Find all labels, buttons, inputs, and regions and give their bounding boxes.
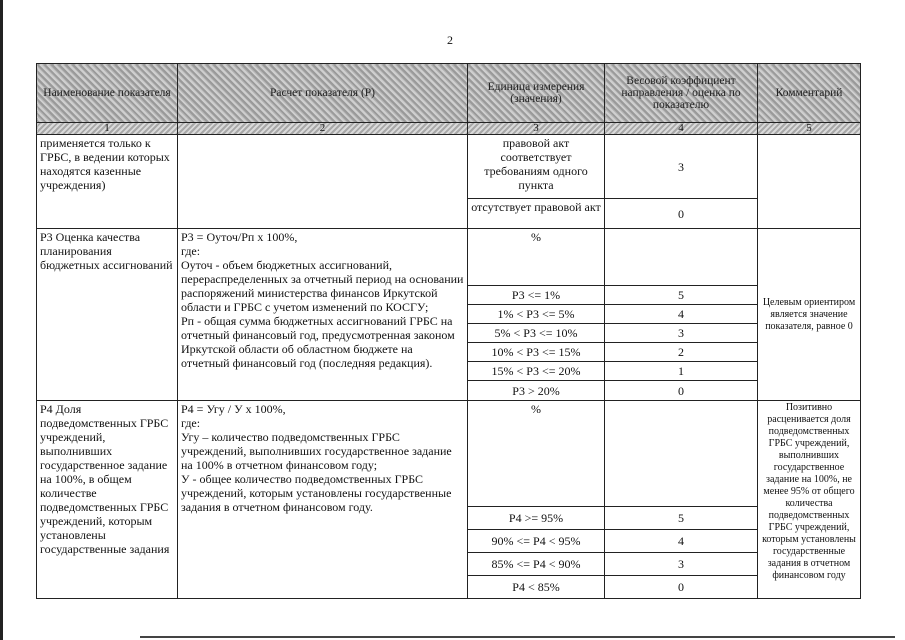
score-cell [605, 229, 758, 286]
header-calc: Расчет показателя (Р) [178, 64, 468, 123]
header-name: Наименование показателя [37, 64, 178, 123]
table-header-row [37, 64, 861, 123]
unit-cell: % [468, 229, 605, 286]
condition-cell: 1% < Р3 <= 5% [468, 305, 605, 324]
score-cell: 3 [605, 553, 758, 576]
condition-cell: Р3 <= 1% [468, 286, 605, 305]
condition-cell: 10% < Р3 <= 15% [468, 343, 605, 362]
indicator-calc-p4: Р4 = Угу / У x 100%, где: Угу – количество подведомственных ГРБС учреждений, выполнивших государственное задание на 100% в отчетном финансовом году; У - общее количество подведомственных ГРБС учреждений, которым установлены государственные задания в отчетном финансовом году. [178, 401, 468, 599]
condition-cell: Р4 < 85% [468, 576, 605, 599]
score-cell: 1 [605, 362, 758, 381]
column-number: 1 [37, 123, 178, 135]
condition-cell: 90% <= Р4 < 95% [468, 530, 605, 553]
condition-cell: Р3 > 20% [468, 381, 605, 401]
table-row [37, 401, 861, 507]
indicator-table [36, 63, 861, 599]
unit-cell: правовой акт соответствует требованиям одного пункта [468, 135, 605, 199]
score-cell: 0 [605, 381, 758, 401]
score-cell: 3 [605, 324, 758, 343]
column-number: 3 [468, 123, 605, 135]
score-cell: 5 [605, 507, 758, 530]
unit-cell: отсутствует правовой акт [468, 199, 605, 229]
page-number: 2 [447, 33, 453, 47]
score-cell [605, 401, 758, 507]
column-number-row [37, 123, 861, 135]
unit-cell: % [468, 401, 605, 507]
indicator-calc-p3: Р3 = Оуточ/Рп x 100%, где: Оуточ - объем бюджетных ассигнований, перераспределенных за отчетный период на основании распоряжений министерства финансов Иркутской области и ГРБС с учетом изменений по КОСГУ; Рп - общая сумма бюджетных ассигнований ГРБС на отчетный финансовый год, предусмотренная законом Иркутской области об областном бюджете на отчетный финансовый год (последняя редакция). [178, 229, 468, 401]
condition-cell: 5% < Р3 <= 10% [468, 324, 605, 343]
score-cell: 0 [605, 199, 758, 229]
score-cell: 0 [605, 576, 758, 599]
table-row [37, 229, 861, 286]
indicator-name-cont: применяется только к ГРБС, в ведении которых находятся казенные учреждения) [37, 135, 178, 229]
indicator-name-p3: Р3 Оценка качества планирования бюджетных ассигнований [37, 229, 178, 401]
score-cell: 2 [605, 343, 758, 362]
table-row [37, 135, 861, 199]
column-number: 5 [758, 123, 861, 135]
condition-cell: 15% < Р3 <= 20% [468, 362, 605, 381]
column-number: 2 [178, 123, 468, 135]
comment-cell-p4: Позитивно расценивается доля подведомственных ГРБС учреждений, выполнивших государственное задание на 100%, не менее 95% от общего количества подведомственных ГРБС учреждений, которым установлены государственные задания в отчетном финансовом году [758, 401, 861, 599]
header-comment: Комментарий [758, 64, 861, 123]
score-cell: 4 [605, 305, 758, 324]
indicator-calc-cont [178, 135, 468, 229]
score-cell: 5 [605, 286, 758, 305]
header-unit: Единица измерения (значения) [468, 64, 605, 123]
comment-cell [758, 135, 861, 229]
score-cell: 4 [605, 530, 758, 553]
indicator-name-p4: Р4 Доля подведомственных ГРБС учреждений, выполнивших государственное задание на 100%, в общем количестве подведомственных ГРБС учреждений, которым установлены государственные задания [37, 401, 178, 599]
page-left-border [0, 0, 3, 640]
score-cell: 3 [605, 135, 758, 199]
condition-cell: Р4 >= 95% [468, 507, 605, 530]
comment-cell-p3: Целевым ориентиром является значение показателя, равное 0 [758, 229, 861, 401]
header-weight: Весовой коэффициент направления / оценка по показателю [605, 64, 758, 123]
condition-cell: 85% <= Р4 < 90% [468, 553, 605, 576]
column-number: 4 [605, 123, 758, 135]
bottom-rule [140, 636, 895, 638]
